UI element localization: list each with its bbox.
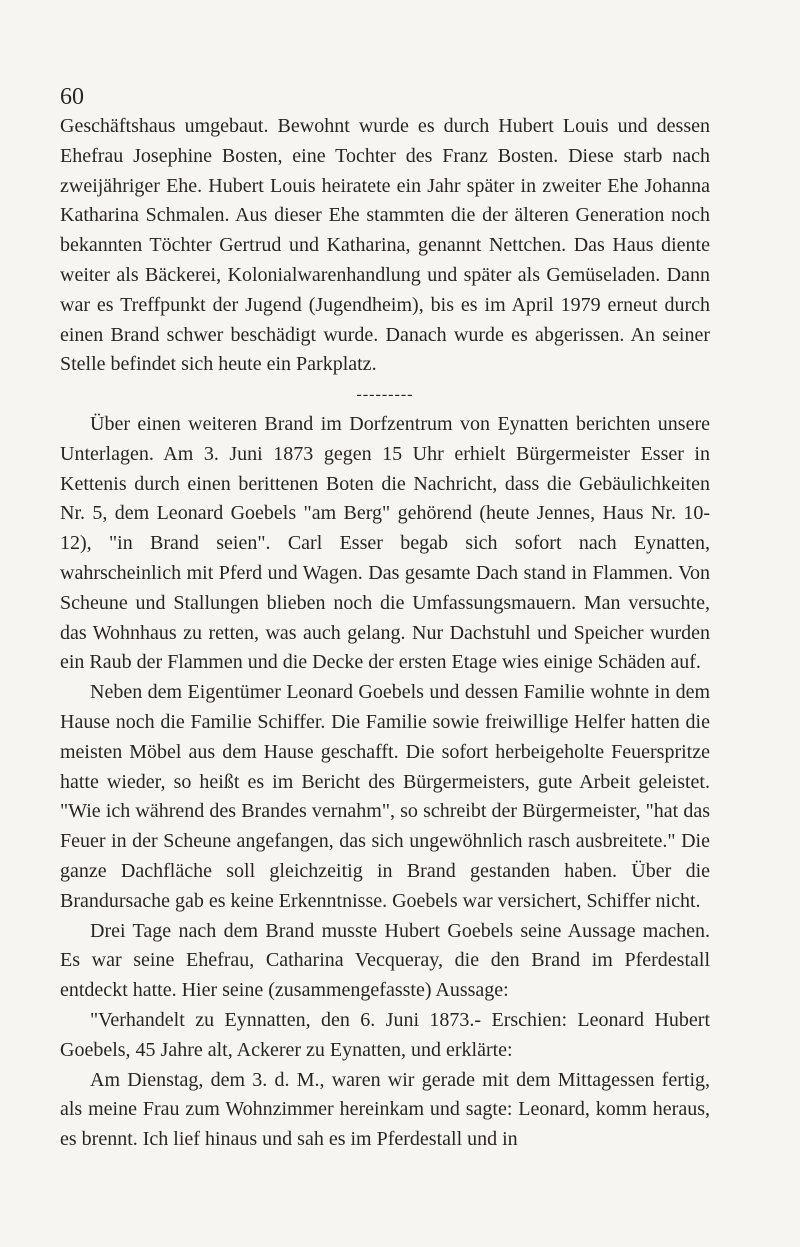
paragraph: Am Dienstag, dem 3. d. M., waren wir gerade mit dem Mittagessen fertig, als meine Frau zum Wohnzimmer hereinkam und sagte: Leonard, komm heraus, es brennt. Ich lief hinaus und sah es im Pferdestall und in (60, 1068, 710, 1151)
section-separator: --------- (356, 386, 414, 404)
paragraph: Geschäftshaus umgebaut. Bewohnt wurde es durch Hubert Louis und dessen Ehefrau Josephine Bosten, eine Tochter des Franz Bosten. Diese starb nach zweijähriger Ehe. Hubert Louis heiratete ein Jahr später in zweiter Ehe Johanna Katharina Schmalen. Aus dieser Ehe stammten die der älteren Generation noch bekannten Töchter Gertrud und Katharina, genannt Nettchen. Das Haus diente weiter als Bäckerei, Kolonialwarenhandlung und später als Gemüseladen. Dann war es Treffpunkt der Jugend (Jugendheim), bis es im April 1979 erneut durch einen Brand schwer beschädigt wurde. Danach wurde es abgerissen. An seiner Stelle befindet sich heute ein Parkplatz. (60, 115, 710, 376)
body-text (60, 112, 710, 1155)
page-number: 60 (60, 84, 84, 110)
paragraph: Neben dem Eigentümer Leonard Goebels und dessen Familie wohnte in dem Hause noch die Familie Schiffer. Die Familie sowie freiwillige Helfer hatten die meisten Möbel aus dem Hause geschafft. Die sofort herbeigeholte Feuerspritze hatte wieder, so heißt es im Bericht des Bürgermeisters, gute Arbeit geleistet. "Wie ich während des Brandes vernahm", so schreibt der Bürgermeister, "hat das Feuer in der Scheune angefangen, das sich ungewöhnlich rasch ausbreitete." Die ganze Dachfläche soll gleichzeitig in Brand gestanden haben. Über die Brandursache gab es keine Erkenntnisse. Goebels war versichert, Schiffer nicht. (60, 681, 710, 912)
paragraph: Drei Tage nach dem Brand musste Hubert Goebels seine Aussage machen. Es war seine Ehefrau, Catharina Vecqueray, die den Brand im Pferdestall entdeckt hatte. Hier seine (zusammengefasste) Aussage: (60, 919, 710, 1002)
paragraph: Über einen weiteren Brand im Dorfzentrum von Eynatten berichten unsere Unterlagen. Am 3. Juni 1873 gegen 15 Uhr erhielt Bürgermeister Esser in Kettenis durch einen berittenen Boten die Nachricht, dass die Gebäulichkeiten Nr. 5, dem Leonard Goebels "am Berg" gehörend (heute Jennes, Haus Nr. 10-12), "in Brand seien". Carl Esser begab sich sofort nach Eynatten, wahrscheinlich mit Pferd und Wagen. Das gesamte Dach stand in Flammen. Von Scheune und Stallungen blieben noch die Umfassungsmauern. Man versuchte, das Wohnhaus zu retten, was auch gelang. Nur Dachstuhl und Speicher wurden ein Raub der Flammen und die Decke der ersten Etage wies einige Schäden auf. (60, 412, 710, 674)
paragraph: "Verhandelt zu Eynnatten, den 6. Juni 1873.- Erschien: Leonard Hubert Goebels, 45 Jahre alt, Ackerer zu Eynatten, und erklärte: (60, 1008, 710, 1061)
